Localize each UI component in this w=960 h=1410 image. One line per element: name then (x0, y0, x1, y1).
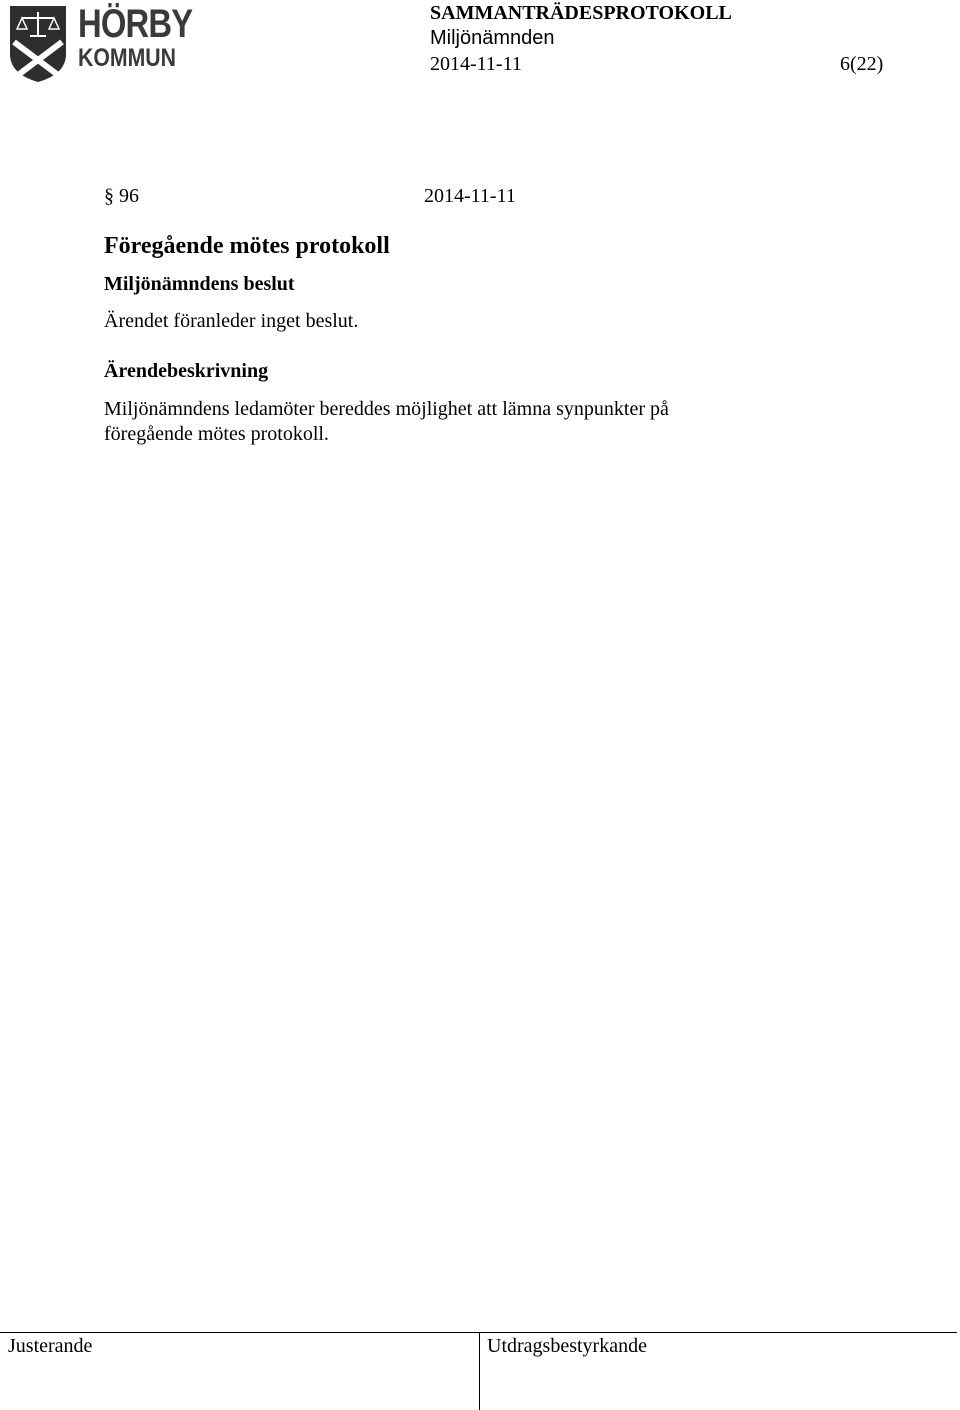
municipality-logo (8, 2, 193, 84)
coat-of-arms-icon (8, 4, 68, 84)
logo-name: HÖRBY (78, 2, 193, 46)
page-number: 6(22) (840, 53, 884, 75)
description-heading: Ärendebeskrivning (104, 360, 269, 382)
logo-subtitle: KOMMUN (78, 44, 176, 72)
paragraph-date: 2014-11-11 (424, 185, 516, 207)
description-text: Miljönämndens ledamöter bereddes möjlighet att lämna synpunkter på föregående mötes protokoll. (104, 398, 669, 445)
decision-heading: Miljönämndens beslut (104, 273, 295, 295)
decision-text: Ärendet föranleder inget beslut. (104, 310, 359, 332)
footer-column-divider (479, 1332, 480, 1410)
paragraph-number: § 96 (104, 185, 139, 207)
footer-justerande-label: Justerande (8, 1335, 93, 1357)
document-type: SAMMANTRÄDESPROTOKOLL (430, 2, 732, 24)
footer-utdragsbestyrkande-label: Utdragsbestyrkande (487, 1335, 647, 1357)
section-title: Föregående mötes protokoll (104, 233, 390, 259)
meeting-date: 2014-11-11 (430, 53, 522, 75)
committee-name: Miljönämnden (430, 27, 555, 49)
